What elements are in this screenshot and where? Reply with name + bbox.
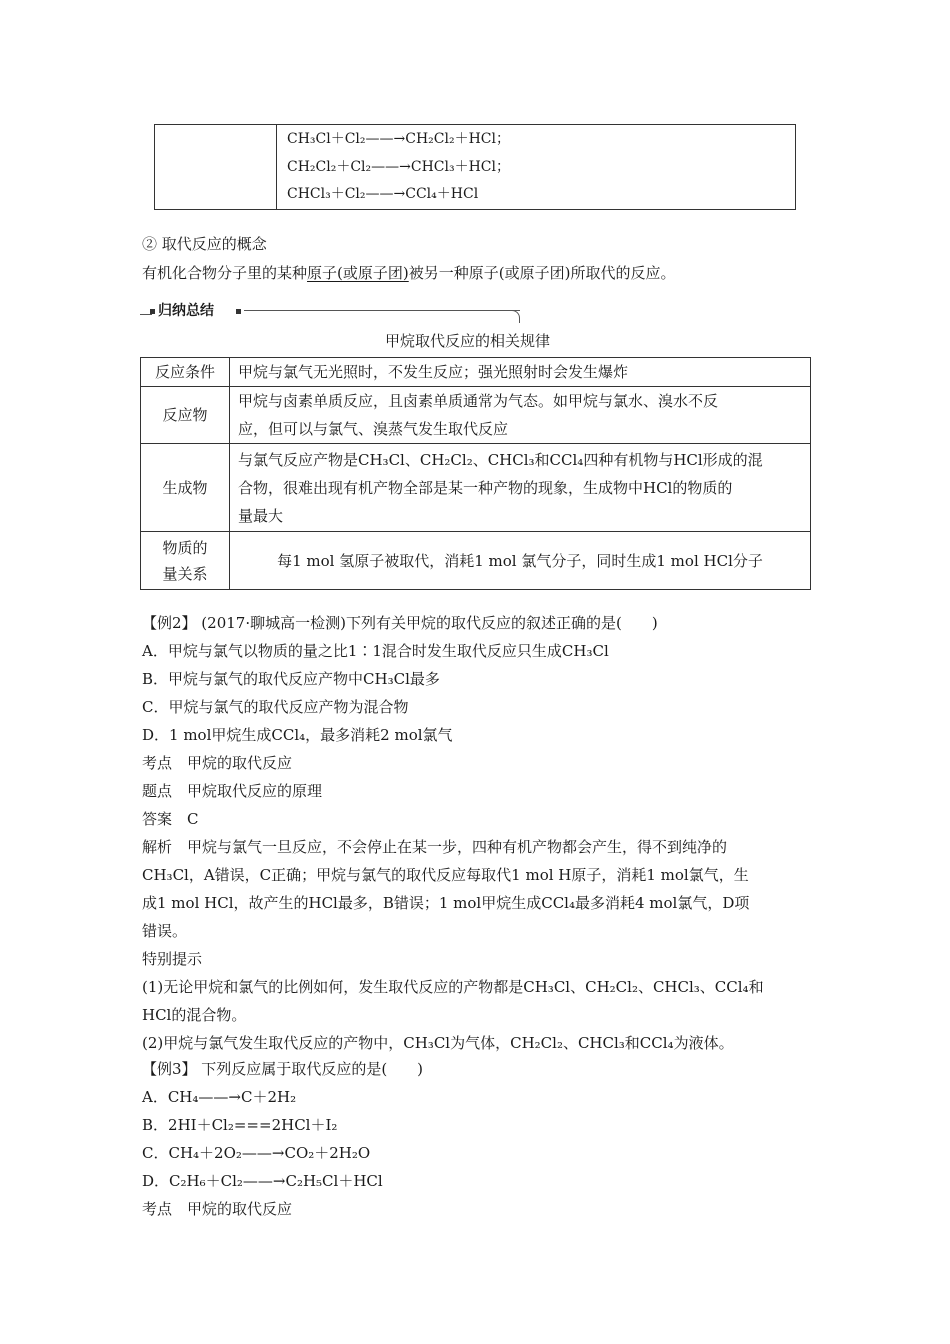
option-c: C．甲烷与氯气的取代反应产物为混合物: [142, 698, 409, 716]
key-line: 量关系: [162, 564, 208, 583]
key-line: 物质的: [162, 538, 208, 557]
option-d: D．1 mol甲烷生成CCl₄，最多消耗2 mol氯气: [142, 726, 453, 744]
equation-3: CHCl₃＋Cl₂——→CCl₄＋HCl: [287, 186, 479, 202]
equation-2: CH₂Cl₂＋Cl₂——→CHCl₃＋HCl；: [287, 159, 510, 175]
row-key: [141, 532, 230, 590]
tidian: 题点 甲烷取代反应的原理: [142, 782, 323, 800]
summary-heading: [140, 300, 520, 324]
option-b: B．甲烷与氯气的取代反应产物中CH₃Cl最多: [142, 670, 440, 688]
row-key: 反应物: [141, 387, 230, 444]
reaction-table-fragment: [154, 124, 796, 210]
analysis-line: 成1 mol HCl，故产生的HCl最多，B错误；1 mol甲烷生成CCl₄最多消耗4 mol氯气，D项: [142, 894, 750, 912]
row-value: [230, 444, 811, 532]
analysis-line: 解析 甲烷与氯气一旦反应，不会停止在某一步，四种有机产物都会产生，得不到纯净的: [142, 838, 728, 856]
table-row: [141, 444, 811, 532]
concept-text-before: 有机化合物分子里的某种: [142, 264, 308, 282]
concept-heading: ② 取代反应的概念: [142, 235, 267, 253]
value-line: 甲烷与卤素单质反应，且卤素单质通常为气态。如甲烷与氯水、溴水不反: [238, 392, 719, 410]
special-tip-heading: 特别提示: [142, 950, 203, 968]
tip-line: (1)无论甲烷和氯气的比例如何，发生取代反应的产物都是CH₃Cl、CH₂Cl₂、CHCl₃、CCl₄和: [142, 978, 764, 996]
heading-square-left: [150, 309, 155, 314]
option-d: D．C₂H₆＋Cl₂——→C₂H₅Cl＋HCl: [142, 1172, 383, 1190]
option-c: C．CH₄＋2O₂——→CO₂＋2H₂O: [142, 1144, 371, 1162]
example3-question: 【例3】 下列反应属于取代反应的是( ): [142, 1060, 424, 1078]
value-line: 量最大: [238, 506, 284, 525]
heading-dash: [140, 314, 152, 315]
summary-label: 归纳总结: [158, 303, 214, 319]
heading-curve: [511, 310, 520, 323]
summary-table-title: 甲烷取代反应的相关规律: [385, 332, 551, 350]
table-row: [141, 387, 811, 444]
row-value: 甲烷与氯气无光照时，不发生反应；强光照射时会发生爆炸: [230, 358, 811, 387]
row-value: 每1 mol 氢原子被取代，消耗1 mol 氯气分子，同时生成1 mol HCl分子: [230, 532, 811, 590]
equation-1: CH₃Cl＋Cl₂——→CH₂Cl₂＋HCl；: [287, 131, 510, 147]
option-a: A．CH₄——→C＋2H₂: [142, 1088, 297, 1106]
concept-text: [142, 262, 675, 283]
row-key: 反应条件: [141, 358, 230, 387]
table-row: [141, 358, 811, 387]
row-value: [230, 387, 811, 444]
tip-line: HCl的混合物。: [142, 1006, 247, 1024]
value-line: 合物，很难出现有机产物全部是某一种产物的现象，生成物中HCl的物质的: [238, 478, 733, 497]
example2-question: 【例2】 (2017·聊城高一检测)下列有关甲烷的取代反应的叙述正确的是( ): [142, 614, 658, 632]
heading-square-right: [236, 309, 241, 314]
value-line: 与氯气反应产物是CH₃Cl、CH₂Cl₂、CHCl₃和CCl₄四种有机物与HCl形成的混: [238, 450, 763, 469]
table-row: [141, 532, 811, 590]
concept-text-after: 被另一种原子(或原子团)所取代的反应。: [408, 264, 676, 282]
value-line: 应，但可以与氯气、溴蒸气发生取代反应: [238, 420, 509, 438]
answer: 答案 C: [142, 810, 199, 828]
heading-line: [244, 310, 520, 311]
option-b: B．2HI＋Cl₂===2HCl＋I₂: [142, 1116, 338, 1134]
kaodian: 考点 甲烷的取代反应: [142, 1200, 293, 1218]
analysis-line: CH₃Cl，A错误，C正确；甲烷与氯气的取代反应每取代1 mol H原子，消耗1 mol氯气，生: [142, 866, 749, 884]
tip-line: (2)甲烷与氯气发生取代反应的产物中，CH₃Cl为气体，CH₂Cl₂、CHCl₃和CCl₄为液体。: [142, 1034, 734, 1052]
rules-table: [140, 357, 811, 590]
kaodian: 考点 甲烷的取代反应: [142, 754, 293, 772]
option-a: A．甲烷与氯气以物质的量之比1∶1混合时发生取代反应只生成CH₃Cl: [142, 642, 609, 660]
table-divider: [276, 125, 277, 209]
row-key: 生成物: [141, 444, 230, 532]
analysis-line: 错误。: [142, 922, 188, 940]
concept-underlined: 原子(或原子团): [307, 264, 409, 282]
